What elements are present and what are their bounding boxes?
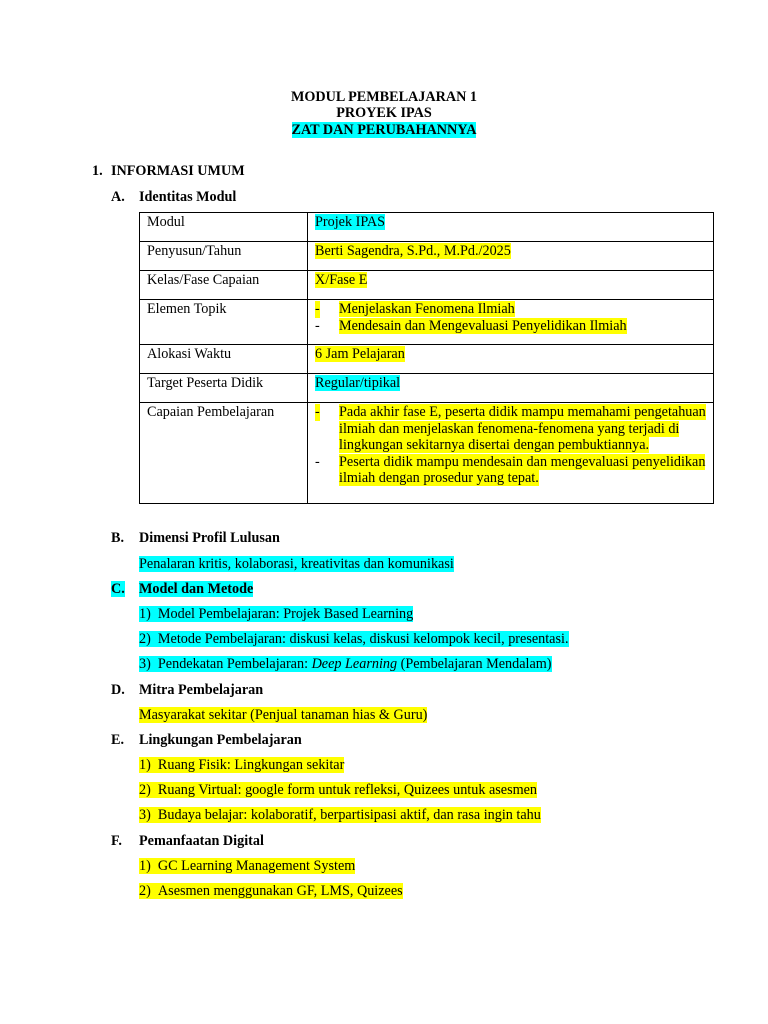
- table-value: Berti Sagendra, S.Pd., M.Pd./2025: [308, 242, 714, 271]
- table-key: Modul: [140, 213, 308, 242]
- table-row: [140, 213, 714, 242]
- list-item: 2) Ruang Virtual: google form untuk refleksi, Quizees untuk asesmen: [139, 782, 538, 798]
- table-row: [140, 345, 714, 374]
- list-item: 1) Ruang Fisik: Lingkungan sekitar: [139, 757, 345, 773]
- table-key: Penyusun/Tahun: [140, 242, 308, 271]
- subsection-c-title: Model dan Metode: [139, 581, 254, 597]
- list-item: 3) Budaya belajar: kolaboratif, berpartisipasi aktif, dan rasa ingin tahu: [139, 807, 541, 823]
- list-item: 1) GC Learning Management System: [139, 858, 356, 874]
- table-key: Alokasi Waktu: [140, 345, 308, 374]
- table-key: Kelas/Fase Capaian: [140, 271, 308, 300]
- profile-dimensions: Penalaran kritis, kolaborasi, kreativitas dan komunikasi: [139, 556, 454, 572]
- table-value: [308, 403, 714, 504]
- list-item: - Menjelaskan Fenomena Ilmiah: [315, 301, 515, 317]
- subsection-e-title: Lingkungan Pembelajaran: [139, 732, 302, 748]
- list-item: 1) Model Pembelajaran: Projek Based Learning: [139, 606, 414, 622]
- identity-table: [139, 212, 714, 504]
- table-key: Target Peserta Didik: [140, 374, 308, 403]
- subsection-d-title: Mitra Pembelajaran: [139, 682, 264, 698]
- table-row: [140, 403, 714, 504]
- table-row: [140, 271, 714, 300]
- section-1-number: 1.: [92, 163, 103, 179]
- table-row: [140, 374, 714, 403]
- module-topic: ZAT DAN PERUBAHANNYA: [291, 122, 477, 138]
- subsection-a-letter: A.: [111, 189, 125, 205]
- table-value: X/Fase E: [308, 271, 714, 300]
- subsection-a-title: Identitas Modul: [139, 189, 237, 205]
- subsection-b-letter: B.: [111, 530, 125, 546]
- subsection-f-letter: F.: [111, 833, 122, 849]
- table-key: Elemen Topik: [140, 300, 308, 345]
- list-item: - Pada akhir fase E, peserta didik mampu memahami pengetahuan ilmiah dan menjelaskan fenomena-fenomena yang terjadi di lingkungan sekitarnya disertai dengan pembuktiannya.: [315, 404, 706, 453]
- subsection-c-letter: C.: [111, 581, 125, 597]
- subsection-d-letter: D.: [111, 682, 125, 698]
- list-item: 2) Metode Pembelajaran: diskusi kelas, diskusi kelompok kecil, presentasi.: [139, 631, 569, 647]
- list-item: - Peserta didik mampu mendesain dan mengevaluasi penyelidikan ilmiah dengan prosedur yang tepat.: [315, 453, 706, 486]
- table-key: Capaian Pembelajaran: [140, 403, 308, 504]
- subsection-b-title: Dimensi Profil Lulusan: [139, 530, 280, 546]
- list-item: 2) Asesmen menggunakan GF, LMS, Quizees: [139, 883, 403, 899]
- table-row: [140, 242, 714, 271]
- table-value: [308, 300, 714, 345]
- table-row: [140, 300, 714, 345]
- list-item: 3) Pendekatan Pembelajaran: Deep Learning (Pembelajaran Mendalam): [139, 656, 552, 672]
- list-item: - Mendesain dan Mengevaluasi Penyelidikan Ilmiah: [315, 317, 627, 334]
- table-value: Regular/tipikal: [308, 374, 714, 403]
- module-title: MODUL PEMBELAJARAN 1: [290, 89, 478, 105]
- module-subtitle: PROYEK IPAS: [336, 105, 432, 121]
- learning-partners: Masyarakat sekitar (Penjual tanaman hias & Guru): [139, 707, 428, 723]
- subsection-f-title: Pemanfaatan Digital: [139, 833, 264, 849]
- section-1-title: INFORMASI UMUM: [111, 163, 245, 179]
- subsection-e-letter: E.: [111, 732, 125, 748]
- table-value: Projek IPAS: [308, 213, 714, 242]
- table-value: 6 Jam Pelajaran: [308, 345, 714, 374]
